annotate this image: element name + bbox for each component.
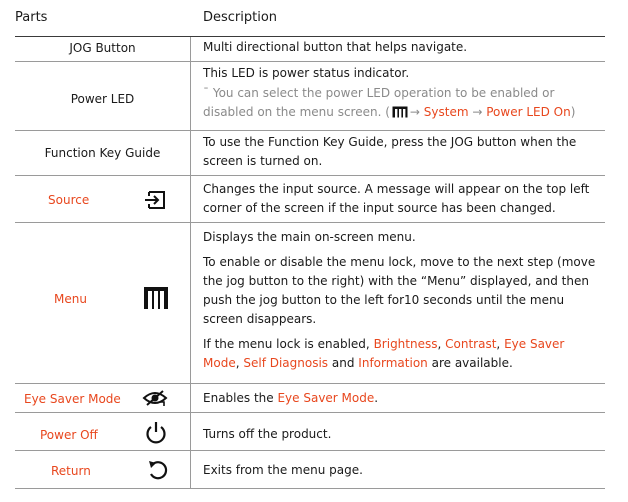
row-rule bbox=[15, 130, 605, 131]
link-information: Information bbox=[358, 356, 428, 370]
menu-icon bbox=[392, 105, 408, 124]
row-rule bbox=[15, 61, 605, 62]
desc-function-key-guide: To use the Function Key Guide, press the JOG button when the screen is turned on. bbox=[203, 135, 577, 168]
part-source: Source bbox=[48, 193, 90, 207]
header-parts: Parts bbox=[15, 10, 48, 25]
part-function-key-guide: Function Key Guide bbox=[44, 146, 161, 160]
row-rule bbox=[15, 222, 605, 223]
part-eye-saver-mode: Eye Saver Mode bbox=[24, 392, 121, 406]
row-rule bbox=[15, 488, 605, 489]
header-description: Description bbox=[203, 10, 278, 25]
row-rule bbox=[15, 450, 605, 451]
header-rule bbox=[15, 36, 605, 37]
row-rule bbox=[15, 175, 605, 176]
link-brightness: Brightness bbox=[373, 337, 438, 351]
part-jog-button: JOG Button bbox=[69, 41, 136, 55]
return-icon bbox=[146, 459, 168, 484]
desc-power-led: This LED is power status indicator. ¯ You can select the power LED operation to be enabled or disabled on the menu screen. ( → System → Power LED On) bbox=[203, 64, 603, 124]
power-led-note: ¯ You can select the power LED operation to be enabled or disabled on the menu screen. ( → System → Power LED On) bbox=[203, 84, 603, 124]
menu-icon bbox=[144, 287, 168, 312]
link-contrast: Contrast bbox=[445, 337, 497, 351]
row-rule bbox=[15, 383, 605, 384]
desc-jog-button: Multi directional button that helps navigate. bbox=[203, 40, 468, 54]
eye-saver-icon bbox=[142, 389, 168, 410]
desc-menu: Displays the main on-screen menu. To enable or disable the menu lock, move to the next step (move the jog button to the right) with the “Menu” displayed, and then push the jog button to the left for10 seconds until the menu screen disappears. If the menu lock is enabled, Brightness, Contrast, Eye Saver Mode, Self Diagnosis and Information are available. bbox=[203, 230, 596, 370]
part-power-led: Power LED bbox=[70, 92, 135, 106]
desc-return: Exits from the menu page. bbox=[203, 463, 363, 477]
link-self-diagnosis: Self Diagnosis bbox=[243, 356, 329, 370]
desc-source: Changes the input source. A message will appear on the top left corner of the screen if the input source has been changed. bbox=[203, 182, 590, 215]
source-icon bbox=[143, 190, 167, 213]
desc-eye-saver-mode: Enables the Eye Saver Mode. bbox=[203, 391, 379, 405]
part-power-off: Power Off bbox=[40, 428, 98, 442]
power-icon bbox=[145, 421, 167, 448]
row-rule bbox=[15, 412, 605, 413]
part-menu: Menu bbox=[54, 292, 87, 306]
part-return: Return bbox=[51, 464, 91, 478]
desc-power-off: Turns off the product. bbox=[203, 427, 332, 441]
column-divider bbox=[190, 37, 191, 489]
note-dash: ¯ bbox=[203, 86, 213, 100]
link-eye-saver-mode: Eye Saver Mode bbox=[203, 337, 565, 370]
